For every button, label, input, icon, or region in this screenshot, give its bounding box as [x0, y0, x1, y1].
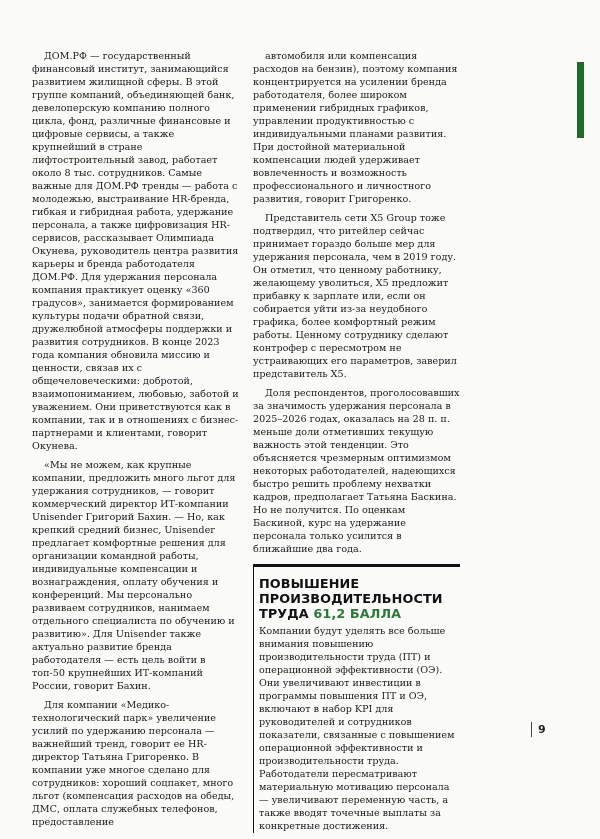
section-accent-bar: [577, 62, 584, 138]
paragraph-medtech-continued: автомобиля или компенсация расходов на бензин), поэтому компания концентрируется на усилении бренда работодателя, более широком применении гибридных графиков, управлении продуктивностью с индивидуальными планами развития. При достойной материальной компенсации людей удерживает вовлеченность и возможность профессионального и личностного развития, говорит Григоренко.: [253, 51, 458, 205]
paragraph-medtech-park: Для компании «Медико-технологический парк» увеличение усилий по удержанию персонала — важнейший тренд, говорит ее HR-директор Татьяна Григоренко. В компании уже многое сделано для сотрудников: хороший соцпакет, много льгот (компенсация расходов на обеды, ДМС, оплата служебных телефонов, предоставление: [32, 700, 235, 828]
paragraph-respondents-share: Доля респондентов, проголосовавших за значимость удержания персонала в 2025–2026 годах, оказалась на 28 п. п. меньше доли отметивших текущую важность этой тенденции. Это объясняется чрезмерным оптимизмом некоторых работодателей, надеющихся быстро решить проблему нехватки кадров, предполагает Татьяна Баскина. Но не получится. По оценкам Баскиной, курс на удержание персонала только усилится в ближайшие два года.: [253, 388, 460, 555]
section-body: Компании будут уделять все больше внимания повышению производительности труда (ПТ) и операционной эффективности (ОЭ). Они увеличивают инвестиции в программы повышения ПТ и ОЭ, включают в набор KPI для руководителей и сотрудников показатели, связанные с повышением операционной эффективности и производительности труда. Работодатели пересматривают материальную мотивацию персонала — увеличивают переменную часть, а также вводят точечные выплаты за конкретные достижения.: [259, 626, 455, 832]
section-title: ПОВЫШЕНИЕ ПРОИЗВОДИТЕЛЬНОСТИ ТРУДА: [259, 577, 443, 622]
paragraph-unisender: «Мы не можем, как крупные компании, предложить много льгот для удержания сотрудников, — говорит коммерческий директор ИТ-компании Unisender Григорий Бахин. — Но, как крепкий средний бизнес, Unisender предлагает комфортные решения для организации командной работы, индивидуальные компенсации и вознаграждения, оплату обучения и конференций. Мы персонально развиваем сотрудников, нанимаем отдельного специалиста по обучению и развитию». Для Unisender также актуально развитие бренда работодателя — есть цель войти в топ-50 крупнейших ИТ-компаний России, говорит Бахин.: [32, 460, 236, 692]
section-heading: [259, 577, 460, 622]
page-number: 9: [538, 723, 546, 736]
footer-divider: [531, 722, 532, 737]
left-column: [32, 50, 239, 835]
productivity-section: [253, 564, 460, 833]
right-column: [253, 50, 460, 839]
paragraph-x5-group: Представитель сети X5 Group тоже подтвердил, что ритейлер сейчас принимает гораздо больше мер для удержания персонала, чем в 2019 году. Он отметил, что ценному работнику, желающему уволиться, X5 предложит прибавку к зарплате или, если он собирается уйти из-за неудобного графика, более комфортный режим работы. Ценному сотруднику сделают контрофер с пересмотром не устраивающих его параметров, заверил представитель X5.: [253, 213, 457, 380]
section-score: 61,2 БАЛЛА: [313, 607, 402, 622]
paragraph-dom-rf: ДОМ.РФ — государственный финансовый институт, занимающийся развитием жилищной сферы. В этой группе компаний, объединяющей банк, девелоперскую компанию полного цикла, фонд, различные финансовые и цифровые сервисы, а также крупнейший в стране лифтостроительный завод, работает около 8 тыс. сотрудников. Самые важные для ДОМ.РФ тренды — работа с молодежью, выстраивание HR-бренда, гибкая и гибридная работа, удержание персонала, а также цифровизация HR-сервисов, рассказывает Олимпиада Окунева, руководитель центра развития карьеры и бренда работодателя ДОМ.РФ. Для удержания персонала компания практикует оценку «360 градусов», занимается формированием культуры подачи обратной связи, дружелюбной атмосферы поддержки и развития сотрудников. В конце 2023 года компания обновила миссию и ценности, связав их с общечеловеческими: добротой, взаимопониманием, любовью, заботой и уважением. Они приветствуются как в компании, так и в отношениях с бизнес-партнерами и клиентами, говорит Окунева.: [32, 51, 239, 452]
